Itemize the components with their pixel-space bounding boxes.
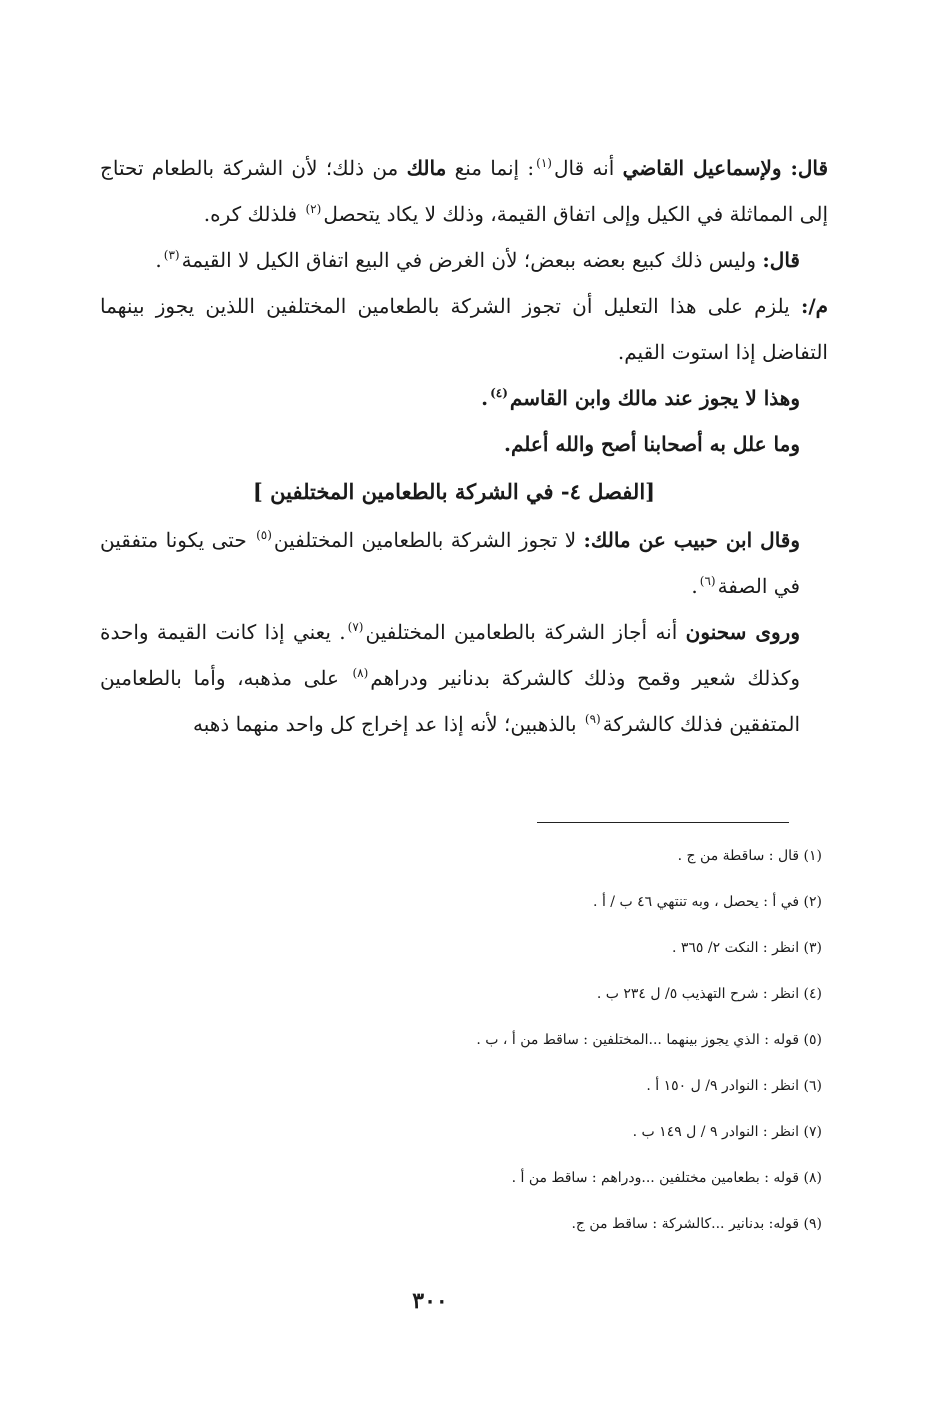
footnotes — [300, 833, 822, 1247]
paragraph-lead: م/: — [800, 294, 829, 318]
paragraph-4: وهذا لا يجوز عند مالك وابن القاسم$^{(٤)}$. — [481, 386, 800, 410]
footnote-6: (٦) انظر : النوادر ٩/ ل ١٥٠ أ . — [646, 1078, 822, 1094]
footnote-ref: (٦) — [699, 574, 716, 589]
paragraph-2: قال: وليس ذلك كبيع بعضه ببعض؛ لأن الغرض في البيع اتفاق الكيل لا القيمة$^{(٣)}$. — [155, 248, 800, 272]
paragraph-lead: قال: ولإسماعيل القاضي — [622, 156, 829, 180]
footnote-5: (٥) قوله : الذي يجوز بينهما ...المختلفين : ساقط من أ ، ب . — [476, 1032, 822, 1048]
footnote-ref: (٤) — [490, 386, 508, 401]
footnote-divider — [537, 822, 789, 823]
footnote-ref: (٨) — [352, 666, 369, 681]
paragraph-lead: قال: — [762, 248, 800, 272]
footnote-7: (٧) انظر : النوادر ٩ / ل ١٤٩ ب . — [632, 1124, 822, 1140]
footnote-4: (٤) انظر : شرح التهذيب ٥/ ل ٢٣٤ ب . — [596, 986, 822, 1002]
footnote-9: (٩) قوله: بدنانير ...كالشركة : ساقط من ج. — [571, 1216, 822, 1232]
page-number: ٣٠٠ — [412, 1288, 448, 1314]
footnote-ref: (٣) — [163, 248, 180, 263]
footnote-ref: (٢) — [305, 202, 322, 217]
footnote-ref: (٩) — [584, 712, 601, 727]
paragraph-6: وقال ابن حبيب عن مالك: لا تجوز الشركة بالطعامين المختلفين$^{(٥)}$ حتى يكونا متفقين في الصفة$^{(٦)}$. — [100, 528, 801, 598]
footnote-1: (١) قال : ساقطة من ج . — [677, 848, 822, 864]
footnote-8: (٨) قوله : بطعامين مختلفين ...ودراهم : ساقط من أ . — [511, 1170, 822, 1186]
paragraph-7: وروى سحنون أنه أجاز الشركة بالطعامين المختلفين$^{(٧)}$. يعني إذا كانت القيمة واحدة وكذلك شعير وقمح وذلك كالشركة بدنانير ودراهم$^{(٨)}$ على مذهبه، وأما بالطعامين المتفقين فذلك كالشركة$^{(٩)}$ بالذهبين؛ لأنه إذا عد إخراج كل واحد منهما ذهبه — [100, 620, 801, 736]
section-heading: [الفصل ٤- في الشركة بالطعامين المختلفين ] — [252, 479, 656, 504]
footnote-3: (٣) انظر : النكت ٢/ ٣٦٥ . — [671, 940, 822, 956]
footnote-ref: (٧) — [347, 620, 364, 635]
paragraph-1: قال: ولإسماعيل القاضي أنه قال$^{(١)}$: إنما منع مالك من ذلك؛ لأن الشركة بالطعام تحتاج إلى المماثلة في الكيل وإلى اتفاق القيمة، وذلك لا يكاد يتحصل$^{(٢)}$ فلذلك كره. — [100, 156, 829, 226]
paragraph-lead: وقال ابن حبيب عن مالك: — [583, 528, 801, 552]
footnote-2: (٢) في أ : يحصل ، وبه تنتهي ٤٦ ب / أ . — [593, 894, 822, 910]
paragraph-3: م/: يلزم على هذا التعليل أن تجوز الشركة بالطعامين المختلفين اللذين يجوز بينهما التفاضل إذا استوت القيم. — [100, 294, 829, 364]
main-text — [100, 145, 828, 747]
paragraph-lead: وروى سحنون — [685, 620, 801, 644]
footnote-ref: (٥) — [256, 528, 272, 543]
footnote-ref: (١) — [536, 156, 552, 171]
paragraph-5: وما علل به أصحابنا أصح والله أعلم. — [504, 432, 800, 456]
